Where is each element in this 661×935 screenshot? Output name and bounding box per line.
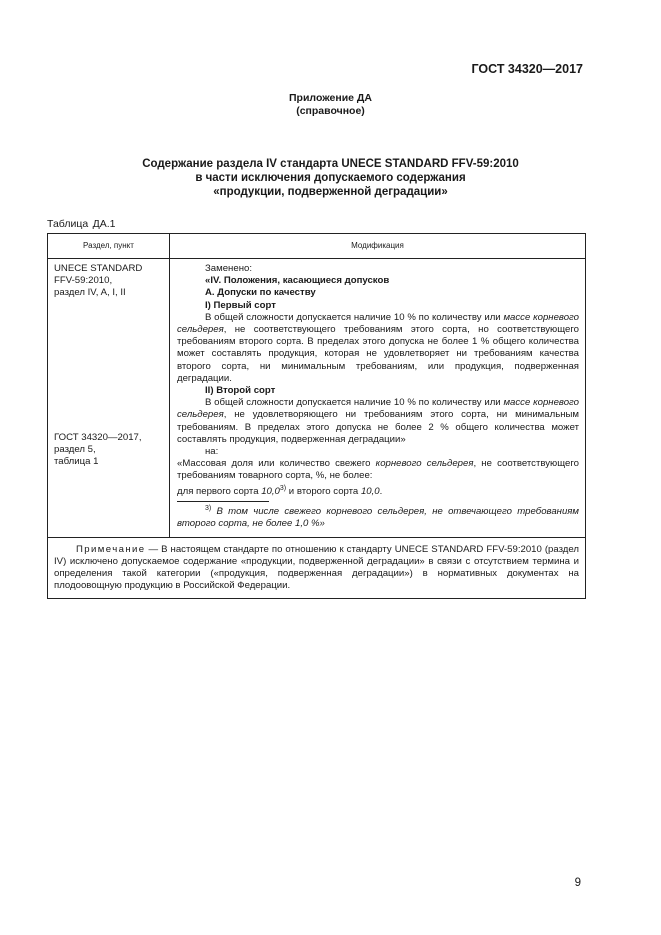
ref-line: раздел IV, A, I, II (54, 287, 126, 299)
text-run-italic: массе корневого сельдерея (177, 311, 580, 336)
section-title-line-1: Содержание раздела IV стандарта UNECE STANDARD FFV-59:2010 (142, 158, 519, 170)
table-label-number: ДА.1 (92, 218, 116, 230)
text-run: , не соответствующего требованиям товарного сорта, %, не более: (177, 458, 579, 482)
text-run: , не соответствующего требованиям этого сорта, но соответствующего требованиям второго сорта. В пределах этого допуска не более 1 % общего количества может составлять продукция, которая не удовлетворяет ни требованиям качества второго сорта, ни минимальным требованиям, или продукция, подверженная деградации. (177, 324, 579, 384)
table-header-row (48, 234, 586, 259)
section-title-line-3: «продукции, подверженной деградации» (213, 186, 448, 198)
table-label-word: Таблица (47, 218, 89, 230)
grade-1-value: 10,0 (261, 485, 280, 497)
text-run: В общей сложности допускается наличие 10 % по количеству или (205, 311, 504, 323)
ref-line: таблица 1 (54, 456, 99, 468)
replaced-label: Заменено: (205, 263, 252, 274)
document-code: ГОСТ 34320—2017 (471, 62, 583, 76)
table-row (48, 259, 586, 538)
grade-2-paragraph (177, 397, 579, 446)
footnote-separator (177, 501, 269, 502)
table-label (47, 218, 115, 230)
note-text: — В настоящем стандарте по отношению к стандарту UNECE STANDARD FFV-59:2010 (раздел IV) исключено допускаемое содержание «продукции, подверженной деградации» в связи с отсутствием термина и определения такой категории («продукция, подверженная деградации») в нормативных документах на плодоовощную продукцию в Российской Федерации. (54, 543, 579, 592)
grade-2-value: 10,0 (360, 485, 380, 497)
text-run: «Массовая доля или количество свежего (177, 458, 376, 470)
grades-line (177, 483, 579, 498)
footnote-text: В том числе свежего корневого сельдерея, не отвечающего требованиям второго сорта, не более 1,0 %» (177, 506, 579, 530)
table-note (48, 537, 586, 599)
annex-heading (0, 92, 661, 118)
on-label: на: (205, 446, 219, 458)
column-header-modification: Модификация (170, 234, 586, 259)
grade-1-paragraph (177, 312, 579, 385)
text-run: для первого сорта (177, 485, 262, 497)
footnote (177, 503, 579, 531)
annex-title: Приложение ДА (289, 92, 372, 104)
grade-2-heading: II) Второй сорт (205, 385, 276, 397)
text-run: , не удовлетворяющего ни требованиям этого сорта, ни минимальным требованиям. В пределах этого допуска не более 2 % общего количества может составлять продукция, подверженная деградации» (177, 409, 579, 445)
row-1-modification (170, 259, 586, 538)
note-label: Примечание (76, 543, 146, 555)
ref-line: раздел 5, (54, 443, 96, 455)
ref-line: ГОСТ 34320—2017, (54, 431, 142, 443)
section-iv-heading: «IV. Положения, касающиеся допусков (205, 275, 390, 287)
grade-1-heading: I) Первый сорт (205, 299, 276, 311)
text-run: и второго сорта (286, 485, 361, 497)
section-title (0, 157, 661, 199)
text-run: В общей сложности допускается наличие 10 % по количеству или (205, 397, 504, 409)
ref-line: UNECE STANDARD (54, 263, 143, 274)
annex-subtitle: (справочное) (296, 105, 365, 117)
replacement-paragraph (177, 458, 579, 482)
section-title-line-2: в части исключения допускаемого содержания (195, 172, 466, 184)
footnote-ref: 3) (279, 484, 287, 492)
ref-line: FFV-59:2010, (54, 275, 113, 287)
section-a-heading: А. Допуски по качеству (205, 287, 316, 299)
footnote-mark: 3) (205, 505, 212, 513)
table-note-row (48, 537, 586, 599)
column-header-section: Раздел, пункт (48, 234, 170, 259)
text-run-italic: массе корневого сельдерея (177, 397, 580, 421)
page-number: 9 (574, 877, 581, 889)
modification-table (47, 233, 586, 599)
text-run-italic: корневого сельдерея (375, 458, 474, 470)
text-run: . (379, 485, 383, 497)
row-1-reference (48, 259, 170, 538)
